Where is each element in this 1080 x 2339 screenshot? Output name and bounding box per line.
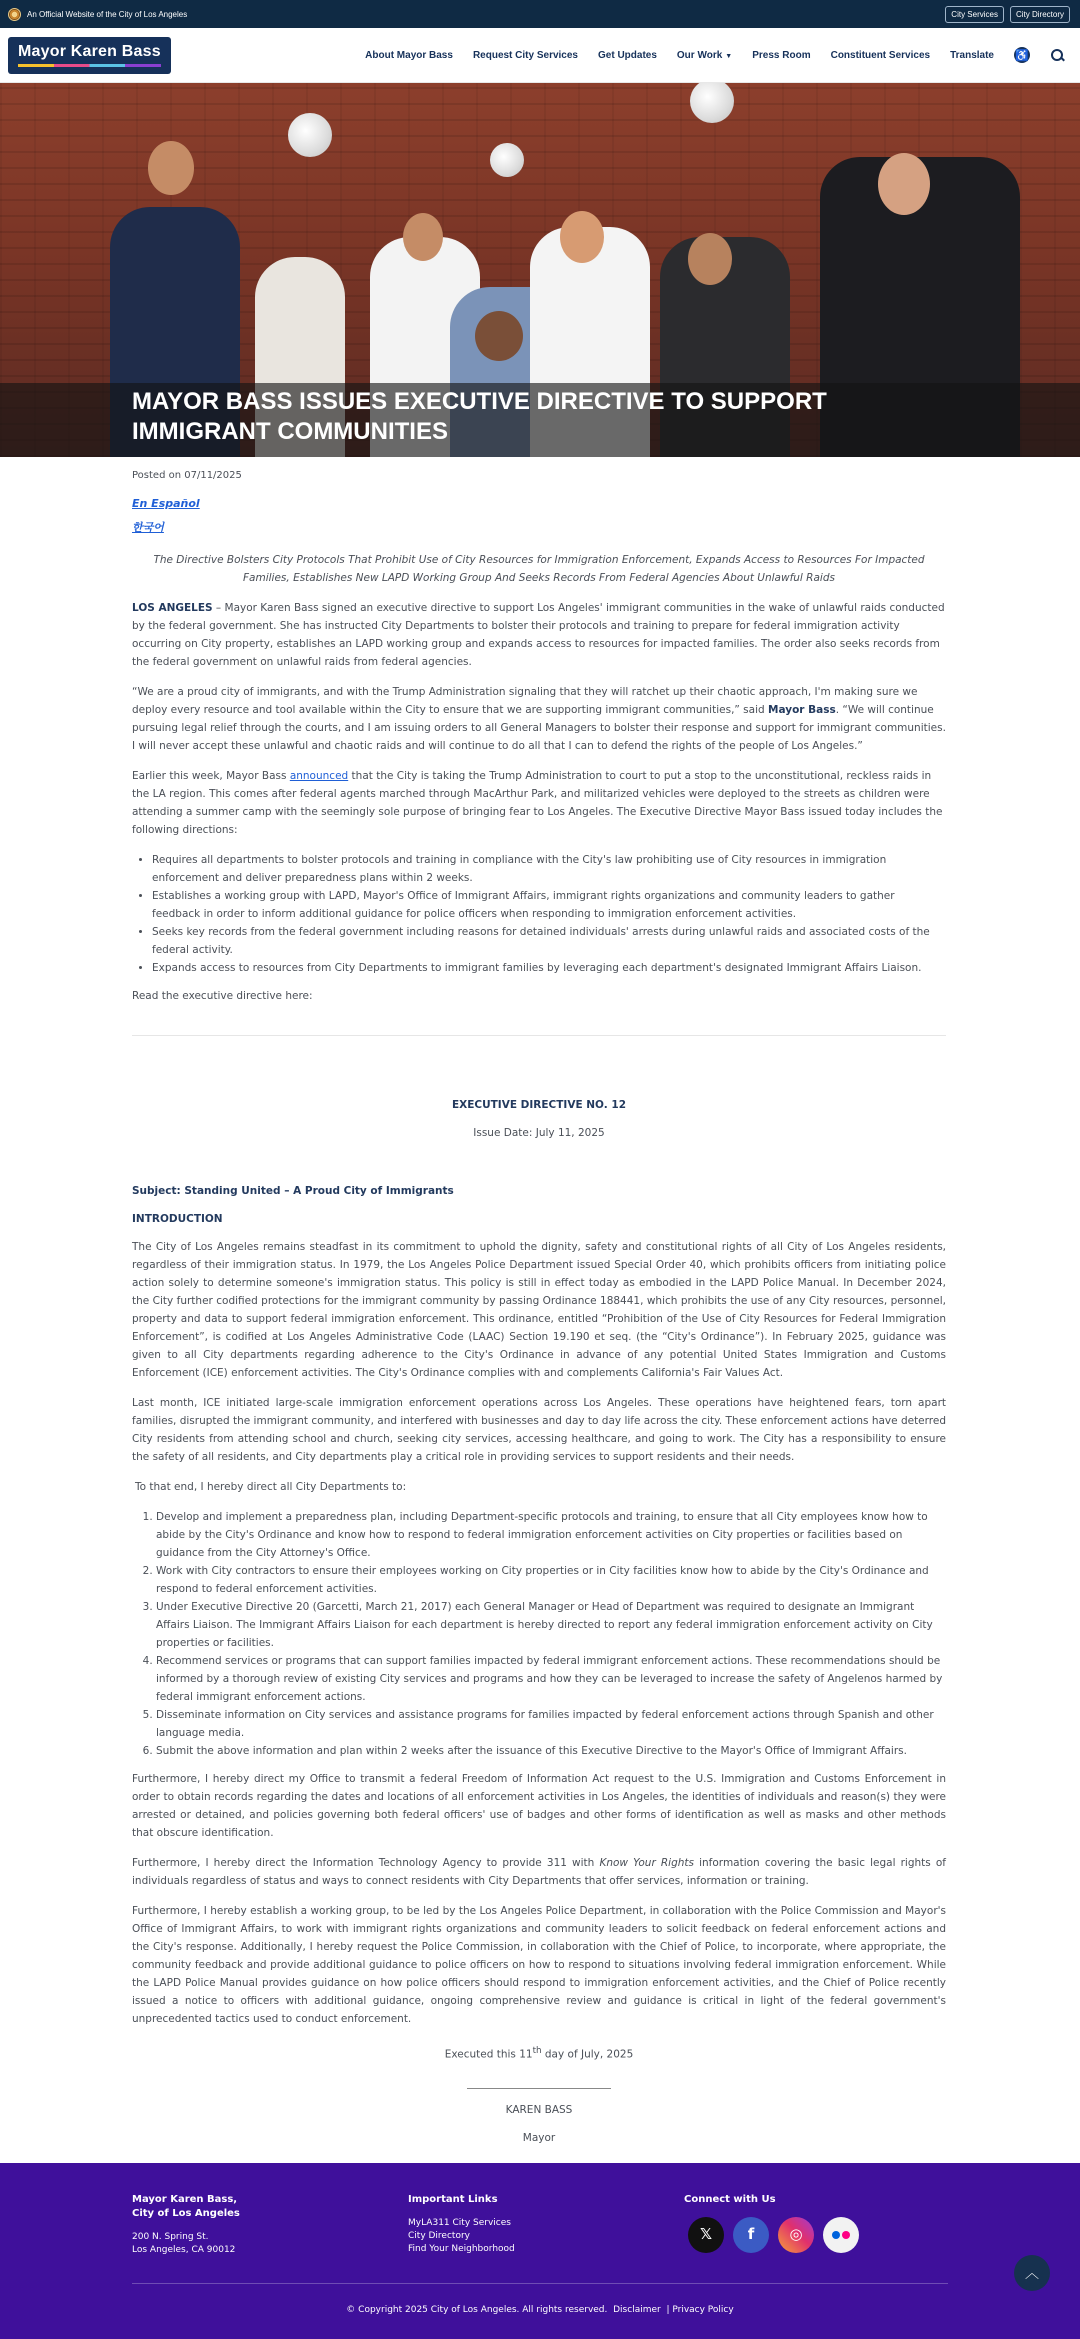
photo-figure-head xyxy=(403,213,443,261)
city-seal-icon xyxy=(8,8,21,21)
list-item: 6. Submit the above information and plan within 2 weeks after the issuance of this Executive Directive to the Mayor's Office of Immigrant Affairs. xyxy=(156,1742,946,1760)
executed-text: Executed this 11 xyxy=(444,2048,533,2061)
logo-stripe xyxy=(18,64,161,67)
signature-line xyxy=(467,2088,611,2089)
disclaimer-link[interactable]: Disclaimer xyxy=(613,2304,661,2315)
list-item: 3. Under Executive Directive 20 (Garcetti, March 21, 2017) each General Manager or Head of Department was required to designate an Immigrant Affairs Liaison. The Immigrant Affairs Liaison for each department is hereby directed to report any federal immigration enforcement activity on City properties or facilities. xyxy=(156,1598,946,1652)
social-links xyxy=(688,2217,859,2253)
read-directive-text: Read the executive directive here: xyxy=(132,990,313,1002)
know-your-rights-text: Know Your Rights xyxy=(599,1857,694,1869)
nav-our-work[interactable] xyxy=(677,50,732,61)
directive-paragraph: The City of Los Angeles remains steadfast in its commitment to uphold the dignity, safety and constitutional rights of all City of Los Angeles residents, regardless of their immigration status. In 1979, the Los Angeles Police Department issued Special Order 40, which prohibits officers from initiating police action solely to determine someone's immigration status. This policy is still in effect today as embodied in the LAPD Police Manual. In December 2024, the City further codified protections for the immigrant community by passing Ordinance 188441, which prohibits the use of any City resources, personnel, property and data to support federal immigration enforcement. This ordinance, entitled “Prohibition of the Use of City Resources for Federal Immigration Enforcement”, is codified at Los Angeles Administrative Code (LAAC) Section 19.190 et seq. (the “City's Ordinance”). In February 2025, guidance was given to all City departments regarding adherence to the City's Ordinance in advance of any potential United States Immigration and Customs Enforcement (ICE) enforcement activities. The City's Ordinance complies with and complements California's Fair Values Act. xyxy=(132,1241,946,1379)
directive-paragraph: Last month, ICE initiated large-scale immigration enforcement operations across Los Angeles. These operations have heightened fears, torn apart families, disrupted the immigrant community, and interfered with businesses and day to day life across the city. These enforcement actions have deterred City residents from attending school and church, seeking city services, accessing healthcare, and going to work. The City has a responsibility to ensure the safety of all residents, and City departments play a critical role in providing services to support residents and their needs. xyxy=(132,1397,946,1463)
intro-heading: INTRODUCTION xyxy=(132,1213,223,1225)
back-to-top-icon[interactable]: ︿ xyxy=(1014,2255,1050,2291)
list-item: • Seeks key records from the federal government including reasons for detained individuals' arrests during unlawful raids and associated costs of the federal activity. xyxy=(152,923,946,959)
signature-name: KAREN BASS xyxy=(505,2103,573,2116)
dateline: LOS ANGELES xyxy=(132,602,213,614)
directive-paragraph xyxy=(132,1854,946,1890)
page-title: MAYOR BASS ISSUES EXECUTIVE DIRECTIVE TO SUPPORT IMMIGRANT COMMUNITIES xyxy=(132,388,827,445)
photo-figure-head xyxy=(148,141,194,195)
footer-link-find-neighborhood[interactable]: Find Your Neighborhood xyxy=(408,2243,515,2254)
photo-figure-head xyxy=(475,311,523,361)
spanish-link[interactable]: En Español xyxy=(132,497,200,510)
address-line: 200 N. Spring St. xyxy=(132,2231,209,2242)
article-body xyxy=(132,467,946,2147)
lamp-decoration xyxy=(288,113,332,157)
list-item: • Requires all departments to bolster protocols and training in compliance with the City's law prohibiting use of City resources in immigration enforcement and deliver preparedness plans within 2 weeks. xyxy=(152,851,946,887)
quote-text: . “We will continue pursuing legal relief through the courts, and I am issuing orders to all General Managers to bolster their response and support for immigrant communities. I will never accept these unlawful and chaotic raids and will continue to do all that I can to defend the rights of the people of Los Angeles.” xyxy=(132,704,946,752)
footer-link-myla311[interactable]: MyLA311 City Services xyxy=(408,2217,511,2228)
list-item: • Establishes a working group with LAPD, Mayor's Office of Immigrant Affairs, immigrant rights organizations and community leaders to gather feedback in order to inform additional guidance for police officers when responding to immigration enforcement activities. xyxy=(152,887,946,923)
article-paragraph xyxy=(132,683,946,755)
footer-link-city-directory[interactable]: City Directory xyxy=(408,2230,470,2241)
copyright-bar: © Copyright 2025 City of Los Angeles. All rights reserved. Disclaimer | Privacy Policy xyxy=(346,2304,734,2315)
directive-summary-list xyxy=(152,851,946,977)
nav-constituent-services[interactable]: Constituent Services xyxy=(830,49,931,61)
city-services-button[interactable]: City Services xyxy=(945,6,1004,23)
nav-our-work-label: Our Work xyxy=(676,49,723,61)
post-date: Posted on 07/11/2025 xyxy=(132,470,242,481)
footer-social xyxy=(684,2193,859,2253)
paragraph-text: that the City is taking the Trump Administration to court to put a stop to the unconstitutional, reckless raids in the LA region. This comes after federal agents marched through MacArthur Park, and militarized vehicles were deployed to the streets as children were attending a summer camp with the seemingly sole purpose of bringing fear to Los Angeles. The Executive Directive Mayor Bass issued today includes the following directions: xyxy=(132,770,943,836)
main-nav xyxy=(365,47,1064,63)
directions-list xyxy=(156,1508,946,1760)
instagram-icon[interactable]: ◎ xyxy=(778,2217,814,2253)
directive-paragraph: Furthermore, I hereby direct my Office to transmit a federal Freedom of Information Act request to the U.S. Immigration and Customs Enforcement in order to obtain records regarding the dates and locations of all enforcement activities in Los Angeles, the identities of individuals and reason(s) they were arrested or detained, and policies governing both federal officers' use of badges and other forms of identification as well as masks and other methods that obscure identification. xyxy=(132,1773,946,1839)
directive-subject: Subject: Standing United – A Proud City of Immigrants xyxy=(132,1185,454,1197)
hero-image xyxy=(0,83,1080,457)
section-divider xyxy=(132,1035,946,1036)
article-subhead: The Directive Bolsters City Protocols That Prohibit Use of City Resources for Immigration Enforcement, Expands Access to Resources For Impacted Families, Establishes New LAPD Working Group And Seeks Records From Federal Agencies About Unlawful Raids xyxy=(153,554,925,584)
official-banner xyxy=(0,0,1080,28)
photo-figure-head xyxy=(560,211,604,263)
city-directory-button[interactable]: City Directory xyxy=(1010,6,1070,23)
executed-text: day of July, 2025 xyxy=(541,2048,634,2061)
footer-divider xyxy=(132,2283,948,2284)
logo-text: Mayor Karen Bass xyxy=(18,42,161,60)
connect-heading: Connect with Us xyxy=(684,2193,776,2205)
executed-date xyxy=(132,2042,946,2064)
quote-text: “We are a proud city of immigrants, and with the Trump Administration signaling that they will ratchet up their chaotic approach, I'm making sure we deploy every resource and tool available within the City to ensure that we are supporting immigrant communities,” said xyxy=(132,686,918,716)
signature-title: Mayor xyxy=(522,2131,556,2144)
chevron-down-icon: ▼ xyxy=(725,52,733,60)
footer-address xyxy=(132,2193,240,2257)
privacy-policy-link[interactable]: Privacy Policy xyxy=(672,2304,734,2315)
announced-link[interactable]: announced xyxy=(289,770,349,782)
article-paragraph xyxy=(132,599,946,671)
directive-issue-date: Issue Date: July 11, 2025 xyxy=(473,1127,605,1139)
directive-title: EXECUTIVE DIRECTIVE NO. 12 xyxy=(451,1099,627,1111)
facebook-icon[interactable]: f xyxy=(733,2217,769,2253)
official-text: An Official Website of the City of Los Angeles xyxy=(27,9,188,19)
nav-about[interactable]: About Mayor Bass xyxy=(365,49,453,61)
nav-press-room[interactable]: Press Room xyxy=(752,49,811,61)
accessibility-icon[interactable]: ♿ xyxy=(1014,47,1030,63)
article-paragraph xyxy=(132,767,946,839)
x-twitter-icon[interactable]: 𝕏 xyxy=(688,2217,724,2253)
copyright-text: © Copyright 2025 City of Los Angeles. All rights reserved. xyxy=(346,2304,608,2315)
footer-links xyxy=(408,2193,515,2256)
nav-request-city-services[interactable]: Request City Services xyxy=(472,49,578,61)
site-footer xyxy=(0,2163,1080,2339)
flickr-icon[interactable] xyxy=(823,2217,859,2253)
nav-translate[interactable]: Translate xyxy=(950,49,994,61)
list-item: 1. Develop and implement a preparedness plan, including Department-specific protocols and training, to ensure that all City employees know how to abide by the City's Ordinance and know how to respond to federal immigration enforcement activities on City properties or facilities based on guidance from the City Attorney's Office. xyxy=(156,1508,946,1562)
speaker-name: Mayor Bass xyxy=(768,704,836,716)
paragraph-text: Earlier this week, Mayor Bass xyxy=(132,770,290,782)
list-item: 5. Disseminate information on City services and assistance programs for families impacted by federal enforcement actions through Spanish and other language media. xyxy=(156,1706,946,1742)
ordinal-suffix: th xyxy=(532,2046,542,2056)
list-item: 2. Work with City contractors to ensure their employees working on City properties or in City facilities know how to abide by the City's Ordinance and respond to federal enforcement activities. xyxy=(156,1562,946,1598)
photo-figure-head xyxy=(878,153,930,215)
lamp-decoration xyxy=(690,83,734,123)
paragraph-text: – Mayor Karen Bass signed an executive directive to support Los Angeles' immigrant communities in the wake of unlawful raids conducted by the federal government. She has instructed City Departments to bolster their protocols and training to prepare for federal immigration activity occurring on City property, establishes an LAPD working group and expands access to resources for impacted families. The order also seeks records from the federal government on unlawful raids from federal agencies. xyxy=(132,602,945,668)
links-heading: Important Links xyxy=(408,2193,498,2205)
to-that-end-text: To that end, I hereby direct all City Departments to: xyxy=(135,1481,407,1493)
footer-org-line: Mayor Karen Bass, xyxy=(132,2193,238,2205)
korean-link[interactable]: 한국어 xyxy=(132,521,164,534)
paragraph-text: information covering the basic legal rights of individuals regardless of status and ways to connect residents with City Departments that offer services, information or training. xyxy=(132,1857,946,1887)
photo-figure-head xyxy=(688,233,732,285)
search-icon[interactable] xyxy=(1050,48,1064,62)
list-item: • Expands access to resources from City Departments to immigrant families by leveraging each department's designated Immigrant Affairs Liaison. xyxy=(152,959,946,977)
directive-paragraph: Furthermore, I hereby establish a working group, to be led by the Los Angeles Police Department, in collaboration with the Police Commission and Mayor's Office of Immigrant Affairs, to work with immigrant rights organizations and community leaders to solicit feedback on federal enforcement actions and the City's response. Additionally, I hereby request the Police Commission, in collaboration with the Chief of Police, to incorporate, where appropriate, the community feedback and provide additional guidance to police officers on how to respond to situations involving federal immigration enforcement. While the LAPD Police Manual provides guidance on how police officers should respond to immigration enforcement activities, and the Chief of Police recently issued a notice to officers with additional guidance, ongoing comprehensive review and guidance is critical in light of the federal government's unprecedented tactics used to conduct enforcement. xyxy=(132,1905,946,2025)
paragraph-text: Furthermore, I hereby direct the Information Technology Agency to provide 311 with xyxy=(132,1857,600,1869)
site-logo[interactable] xyxy=(8,37,171,74)
nav-get-updates[interactable]: Get Updates xyxy=(598,49,657,61)
list-item: 4. Recommend services or programs that can support families impacted by federal immigrant enforcement actions. These recommendations should be informed by a thorough review of existing City services and programs and how they can be leveraged to increase the safety of Angelenos harmed by federal immigrant enforcement actions. xyxy=(156,1652,946,1706)
official-notice xyxy=(8,8,187,21)
lamp-decoration xyxy=(490,143,524,177)
footer-org-line: City of Los Angeles xyxy=(132,2207,240,2219)
address-line: Los Angeles, CA 90012 xyxy=(132,2244,236,2255)
site-header xyxy=(0,28,1080,83)
